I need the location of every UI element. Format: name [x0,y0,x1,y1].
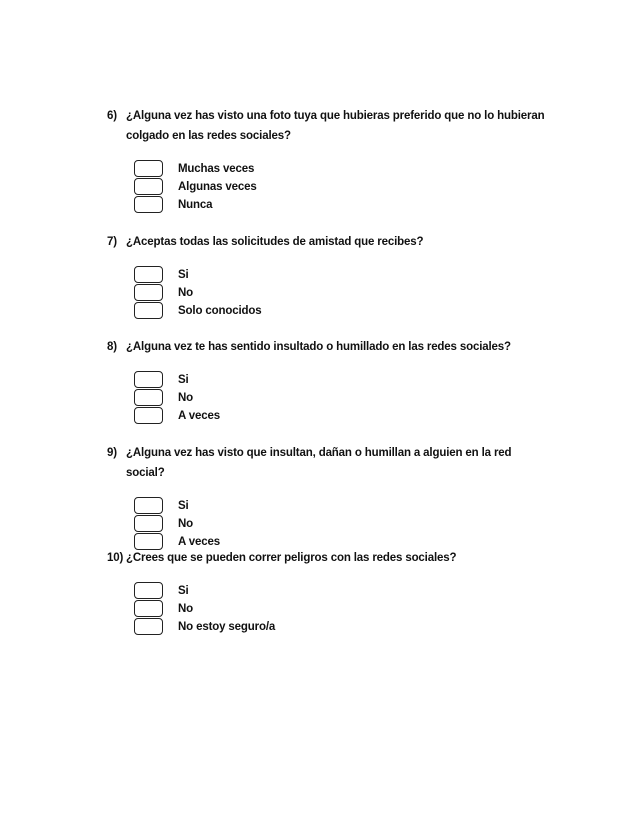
option-label: Si [178,585,189,597]
option-label: No [178,603,194,615]
question-number: 9) [107,447,117,459]
question-number: 6) [107,110,117,122]
option-label: Solo conocidos [178,305,262,317]
checkbox-si[interactable] [134,497,163,514]
question-number: 7) [107,236,117,248]
option-label: Muchas veces [178,163,255,175]
question-text: ¿Crees que se pueden correr peligros con las redes sociales? [126,552,457,564]
option-row [107,302,547,320]
question-8-heading [107,337,547,357]
question-number: 8) [107,341,117,353]
question-9-heading [107,443,547,483]
options-list [107,266,547,320]
option-label: Si [178,500,189,512]
checkbox-muchas-veces[interactable] [134,160,163,177]
option-row [107,618,547,636]
question-7-heading [107,232,547,252]
options-list [107,582,547,636]
option-row [107,389,547,407]
question-10-heading [107,548,547,568]
options-list [107,371,547,425]
option-label: No [178,392,194,404]
question-text: ¿Aceptas todas las solicitudes de amistad que recibes? [126,236,424,248]
checkbox-si[interactable] [134,266,163,283]
option-row [107,371,547,389]
options-list [107,497,547,551]
checkbox-no-estoy-seguro[interactable] [134,618,163,635]
checkbox-si[interactable] [134,371,163,388]
question-8 [107,337,547,425]
option-label: A veces [178,410,221,422]
option-label: No estoy seguro/a [178,621,276,633]
question-text: ¿Alguna vez te has sentido insultado o humillado en las redes sociales? [126,341,511,353]
checkbox-no[interactable] [134,389,163,406]
checkbox-no[interactable] [134,515,163,532]
option-row [107,600,547,618]
checkbox-algunas-veces[interactable] [134,178,163,195]
checkbox-nunca[interactable] [134,196,163,213]
option-row [107,160,547,178]
option-row [107,515,547,533]
option-label: No [178,518,194,530]
option-row [107,497,547,515]
checkbox-si[interactable] [134,582,163,599]
option-label: Si [178,374,189,386]
option-label: Si [178,269,189,281]
question-text: ¿Alguna vez has visto una foto tuya que hubieras preferido que no lo hubieran colgado en las redes sociales? [126,110,545,142]
option-label: No [178,287,194,299]
question-text: ¿Alguna vez has visto que insultan, dañan o humillan a alguien en la red social? [126,447,512,479]
option-row [107,582,547,600]
option-row [107,196,547,214]
question-10 [107,548,547,636]
option-row [107,407,547,425]
checkbox-no[interactable] [134,600,163,617]
checkbox-no[interactable] [134,284,163,301]
option-row [107,284,547,302]
question-number: 10) [107,552,124,564]
question-6-heading [107,106,547,146]
checkbox-a-veces[interactable] [134,407,163,424]
option-row [107,178,547,196]
checkbox-solo-conocidos[interactable] [134,302,163,319]
option-label: A veces [178,536,221,548]
option-label: Nunca [178,199,213,211]
question-9 [107,443,547,551]
option-label: Algunas veces [178,181,257,193]
question-7 [107,232,547,320]
option-row [107,266,547,284]
options-list [107,160,547,214]
question-6 [107,106,547,214]
